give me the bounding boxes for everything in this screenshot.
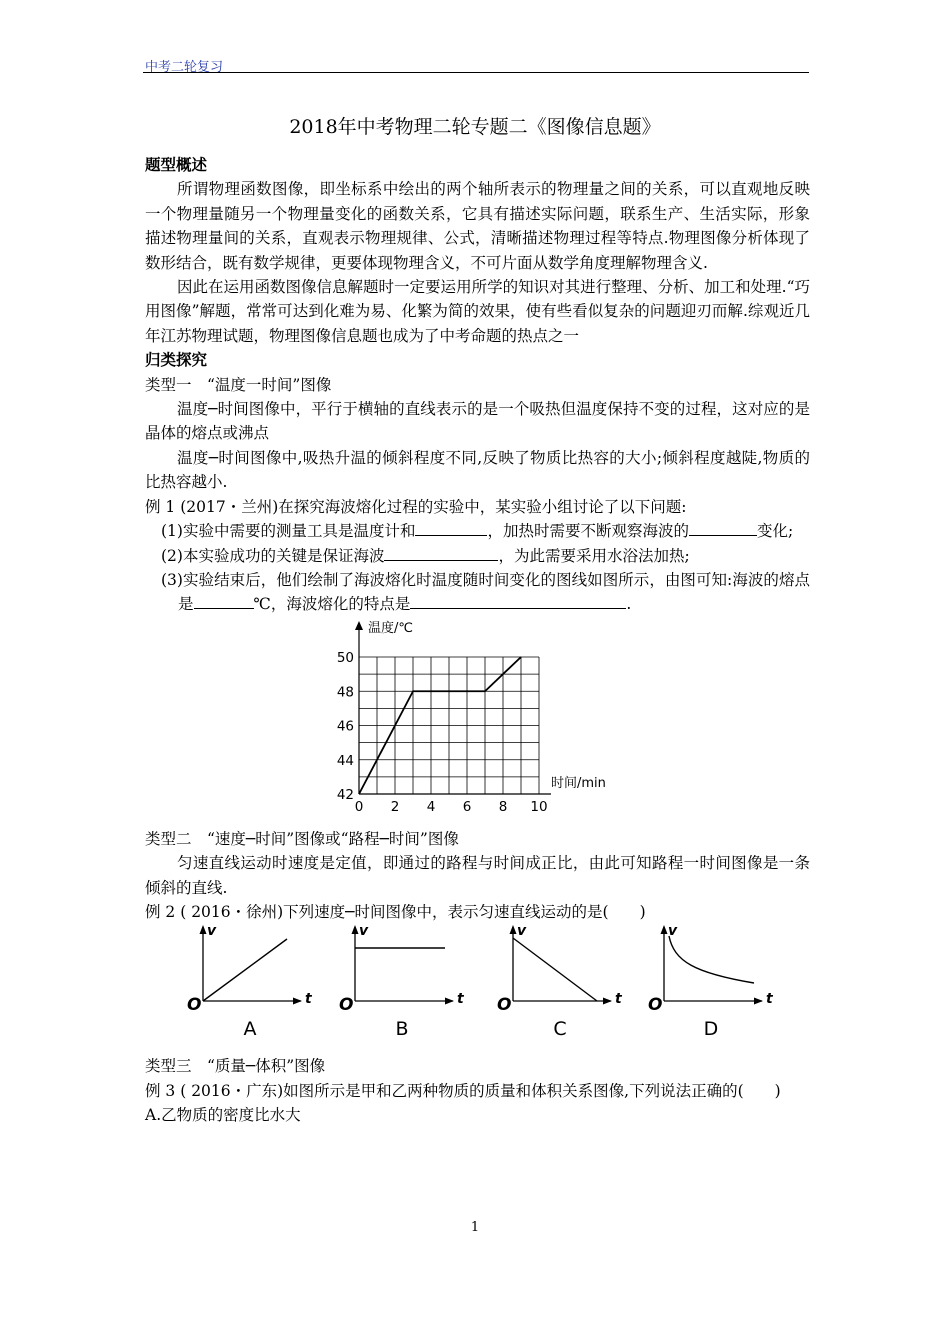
type1-paragraph-1: 温度─时间图像中，平行于横轴的直线表示的是一个吸热但温度保持不变的过程，这对应的是晶体的熔点或沸点 — [145, 400, 810, 443]
t-axis-arrow — [293, 998, 302, 1005]
page-number: 1 — [470, 1220, 480, 1235]
origin-label: O — [497, 995, 512, 1016]
x-tick-label: 2 — [390, 798, 400, 815]
overview-heading: 题型概述 — [145, 155, 208, 174]
origin-label: O — [648, 995, 663, 1016]
graph-line-A — [203, 939, 287, 1001]
example1-question-1: (1)实验中需要的测量工具是温度计和 ，加热时需要不断观察海波的 变化; — [161, 522, 794, 541]
document-title: 2018年中考物理二轮专题二《图像信息题》 — [289, 116, 661, 138]
t-axis-arrow — [754, 998, 763, 1005]
t-axis-label: t — [766, 991, 773, 1008]
answer-blank[interactable] — [194, 594, 254, 609]
t-axis-label: t — [305, 991, 312, 1008]
x-axis-label: 时间/min — [551, 775, 606, 791]
example1-title: 例 1 (2017・兰州)在探究海波熔化过程的实验中，某实验小组讨论了以下问题: — [145, 497, 687, 516]
v-axis-arrow — [352, 925, 359, 934]
example3-option-a: A.乙物质的密度比水大 — [145, 1106, 301, 1125]
y-tick-label: 48 — [336, 683, 354, 700]
x-tick-label: 8 — [498, 798, 508, 815]
answer-blank[interactable] — [410, 594, 626, 609]
classify-heading: 归类探究 — [145, 350, 208, 370]
answer-blank[interactable] — [689, 521, 757, 536]
velocity-time-figure — [145, 924, 810, 1054]
y-tick-label: 42 — [336, 786, 354, 803]
t-axis-arrow — [603, 998, 612, 1005]
answer-blank[interactable] — [384, 546, 498, 561]
document-body — [145, 153, 810, 1128]
option-label-C: C — [553, 1018, 567, 1041]
v-axis-arrow — [510, 925, 517, 934]
option-label-B: B — [395, 1018, 409, 1041]
y-axis-arrow — [355, 621, 363, 630]
example3-title: 例 3 ( 2016・广东)如图所示是甲和乙两种物质的质量和体积关系图像,下列说法正确的( ) — [145, 1081, 781, 1100]
v-axis-label: v — [517, 924, 527, 940]
example1-question-2: (2)本实验成功的关键是保证海波 ，为此需要采用水浴法加热; — [161, 546, 690, 565]
x-tick-label: 4 — [426, 798, 436, 815]
origin-label: O — [187, 995, 202, 1016]
type1-title: 类型一 “温度一时间”图像 — [145, 375, 332, 394]
x-tick-label: 0 — [354, 798, 364, 815]
v-axis-label: v — [207, 924, 217, 940]
origin-label: O — [339, 995, 354, 1016]
example1-question-3: (3)实验结束后，他们绘制了海波熔化时温度随时间变化的图线如图所示，由图可知:海波的熔点是 ℃，海波熔化的特点是 . — [161, 570, 810, 614]
v-axis-label: v — [668, 924, 678, 940]
temperature-time-chart — [145, 617, 810, 827]
velocity-time-options — [145, 924, 810, 1054]
v-axis-arrow — [661, 925, 668, 934]
y-tick-label: 50 — [336, 649, 354, 666]
type1-paragraph-2: 温度─时间图像中,吸热升温的倾斜程度不同,反映了物质比热容的大小;倾斜程度越陡,物质的比热容越小. — [145, 448, 810, 492]
y-tick-label: 44 — [336, 752, 354, 769]
type2-title: 类型二 “速度─时间”图像或“路程─时间”图像 — [145, 829, 459, 848]
overview-paragraph-1: 所谓物理函数图像，即坐标系中绘出的两个轴所表示的物理量之间的关系，可以直观地反映一个物理量随另一个物理量变化的函数关系，它具有描述实际问题，联系生产、生活实际，形象描述物理量间的关系，直观表示物理规律、公式，清晰描述物理过程等特点.物理图像分析体现了数形结合，既有数学规律，更要体现物理含义，不可片面从数学角度理解物理含义. — [145, 180, 810, 272]
page-header-label: 中考二轮复习 — [145, 60, 224, 75]
y-tick-label: 46 — [336, 718, 354, 735]
t-axis-label: t — [457, 991, 464, 1008]
type3-title: 类型三 “质量─体积”图像 — [145, 1057, 326, 1076]
t-axis-arrow — [445, 998, 454, 1005]
overview-paragraph-2: 因此在运用函数图像信息解题时一定要运用所学的知识对其进行整理、分析、加工和处理.“巧用图像”解题，常常可达到化难为易、化繁为简的效果，使有些看似复杂的问题迎刃而解.综观近几年江苏物理试题，物理图像信息题也成为了中考命题的热点之一 — [145, 278, 810, 345]
graph-line-C — [513, 938, 597, 1001]
y-axis-label: 温度/℃ — [368, 620, 413, 636]
x-tick-label: 6 — [462, 798, 472, 815]
type2-paragraph-1: 匀速直线运动时速度是定值，即通过的路程与时间成正比，由此可知路程一时间图像是一条倾斜的直线. — [145, 854, 810, 897]
temperature-time-figure — [145, 617, 810, 827]
answer-blank[interactable] — [415, 521, 487, 536]
x-tick-label: 10 — [530, 798, 548, 815]
graph-line-D — [669, 936, 754, 983]
example2-title: 例 2 ( 2016・徐州)下列速度─时间图像中，表示匀速直线运动的是( ) — [145, 902, 646, 921]
option-label-D: D — [703, 1018, 719, 1041]
v-axis-arrow — [200, 925, 207, 934]
t-axis-label: t — [615, 991, 622, 1008]
header-rule — [143, 72, 809, 73]
v-axis-label: v — [359, 924, 369, 940]
option-label-A: A — [243, 1018, 257, 1041]
